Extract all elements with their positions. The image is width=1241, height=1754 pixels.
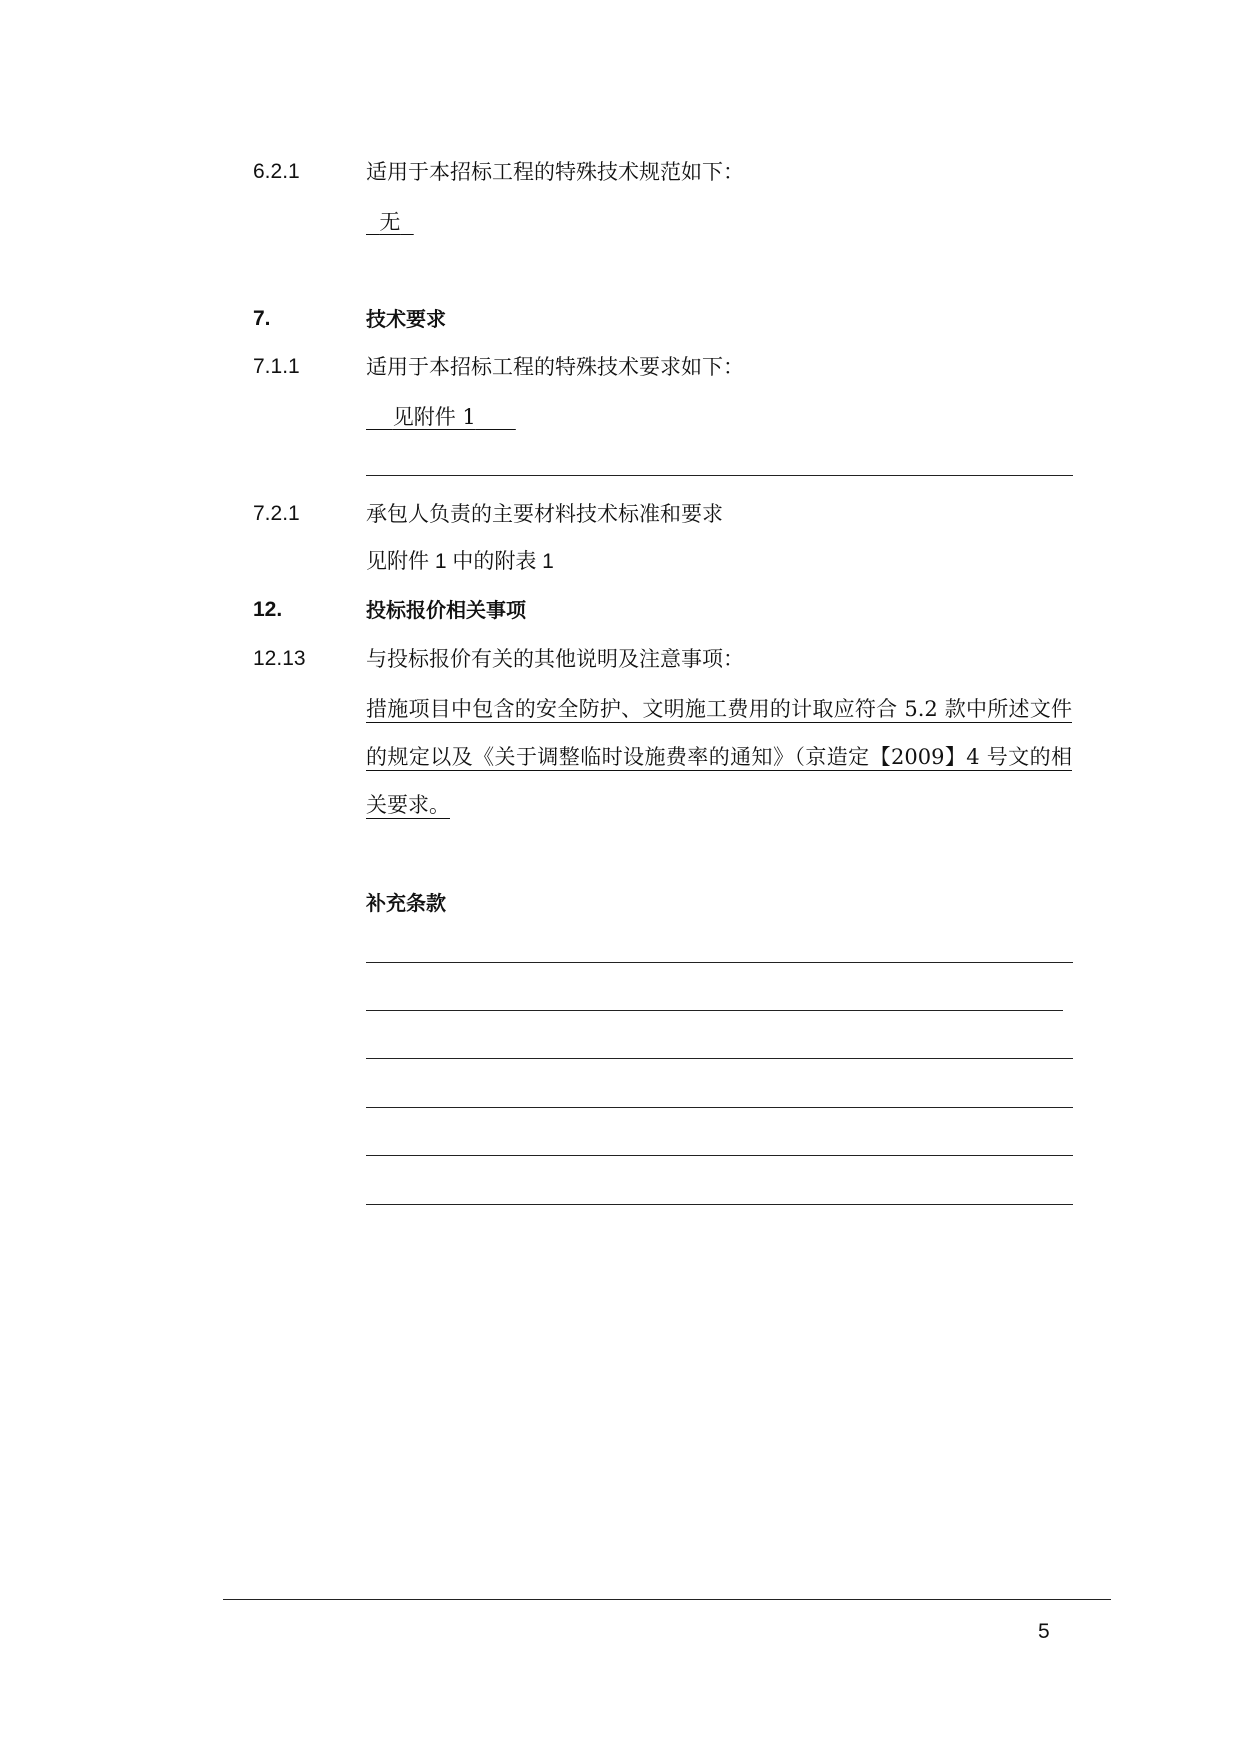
section-text-12-13: 与投标报价有关的其他说明及注意事项：: [366, 647, 744, 671]
section-value-7-1-1: 见附件 1: [392, 405, 476, 429]
section-title-12: 投标报价相关事项: [366, 598, 526, 622]
page-number: 5: [1038, 1620, 1050, 1643]
section-text-7-2-1: 承包人负责的主要材料技术标准和要求: [366, 502, 723, 526]
section-title-7: 技术要求: [366, 307, 446, 331]
section-number-6-2-1: 6.2.1: [253, 160, 300, 183]
section-value-7-2-1: 见附件 1 中的附表 1: [366, 550, 554, 573]
section-number-12-13: 12.13: [253, 647, 306, 670]
section-paragraph-12-13: 措施项目中包含的安全防护、文明施工费用的计取应符合 5.2 款中所述文件的规定以及《关于调整临时设施费率的通知》（京造定【2009】4 号文的相关要求。: [366, 697, 1072, 817]
section-text-6-2-1: 适用于本招标工程的特殊技术规范如下：: [366, 160, 744, 184]
blank-line: [366, 1204, 1073, 1205]
blank-line: [366, 475, 1073, 476]
section-number-12: 12.: [253, 598, 283, 621]
section-value-6-2-1: 无: [379, 210, 401, 234]
blank-line: [366, 1155, 1073, 1156]
supplement-title: 补充条款: [366, 891, 446, 915]
section-text-7-1-1: 适用于本招标工程的特殊技术要求如下：: [366, 355, 744, 379]
blank-line: [366, 1107, 1073, 1108]
blank-line: [366, 1010, 1063, 1011]
section-number-7-1-1: 7.1.1: [253, 355, 300, 378]
footer-rule: [223, 1599, 1111, 1600]
blank-line: [366, 1058, 1073, 1059]
section-number-7: 7.: [253, 307, 271, 330]
section-number-7-2-1: 7.2.1: [253, 502, 300, 525]
blank-line: [366, 962, 1073, 963]
